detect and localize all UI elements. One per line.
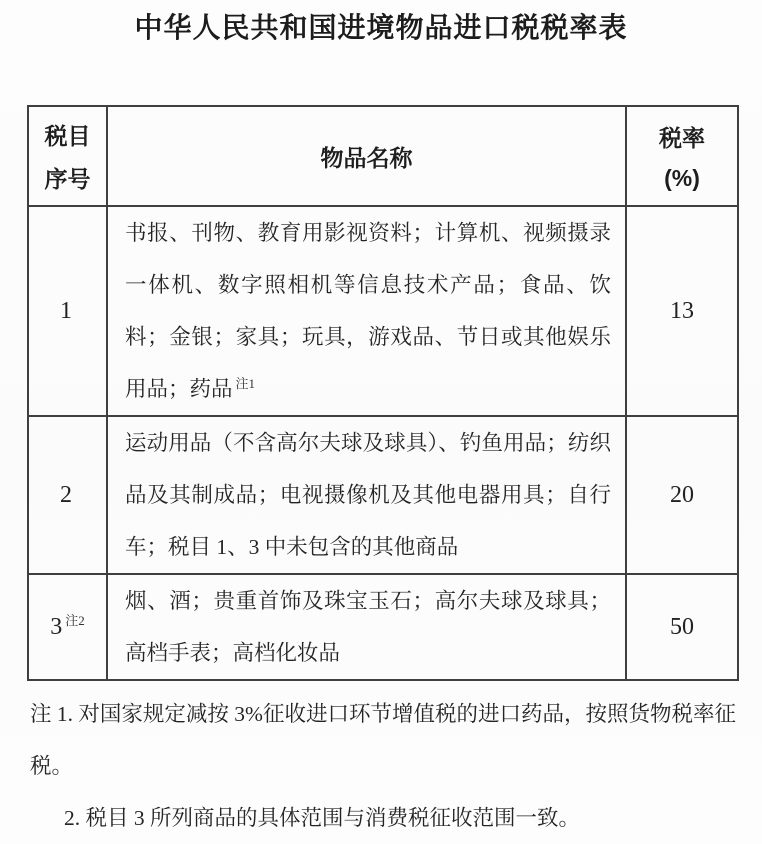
footnote-1: 注 1. 对国家规定减按 3%征收进口环节增值税的进口药品，按照货物税率征税。 [30,702,736,778]
rate-value: 20 [670,481,694,508]
serial-cell [28,574,107,680]
items-cell [107,206,626,416]
serial-number: 3 [50,613,63,640]
tax-rate-table [27,105,739,681]
header-rate-line2: (%) [664,165,700,192]
items-cell [107,416,626,574]
table-row [28,416,738,574]
table-row [28,206,738,416]
items-text: 烟、酒；贵重首饰及珠宝玉石；高尔夫球及球具；高档手表；高档化妆品 [125,589,611,665]
table-row [28,574,738,680]
table-header-row [28,106,738,206]
serial-number: 2 [60,481,72,508]
header-serial-stack [29,107,106,205]
items-text: 书报、刊物、教育用影视资料；计算机、视频摄录一体机、数字照相机等信息技术产品；食品、饮料；金银；家具；玩具，游戏品、节日或其他娱乐用品；药品 [125,221,611,401]
document-title: 中华人民共和国进境物品进口税税率表 [134,12,628,43]
header-cell-rate [626,106,738,206]
serial-cell [28,416,107,574]
items-cell [107,574,626,680]
footnotes-section [30,688,736,844]
rate-cell [626,416,738,574]
header-cell-serial [28,106,107,206]
serial-note-ref: 注2 [65,612,85,628]
items-note-ref: 注1 [235,375,256,391]
serial-cell [28,206,107,416]
header-rate-stack [627,107,737,205]
header-item-name-label: 物品名称 [320,144,413,171]
header-serial-line2: 序号 [44,166,91,193]
header-cell-item-name [107,106,626,206]
items-text: 运动用品（不含高尔夫球及球具）、钓鱼用品；纺织品及其制成品；电视摄像机及其他电器用具；自行车；税目 1、3 中未包含的其他商品 [125,431,611,559]
rate-value: 13 [670,297,694,324]
footnote-2: 2. 税目 3 所列商品的具体范围与消费税征收范围一致。 [64,806,581,830]
rate-cell [626,574,738,680]
serial-number: 1 [60,297,72,324]
header-serial-line1: 税目 [44,122,91,149]
header-rate-line1: 税率 [659,124,705,151]
rate-cell [626,206,738,416]
rate-value: 50 [670,613,694,640]
